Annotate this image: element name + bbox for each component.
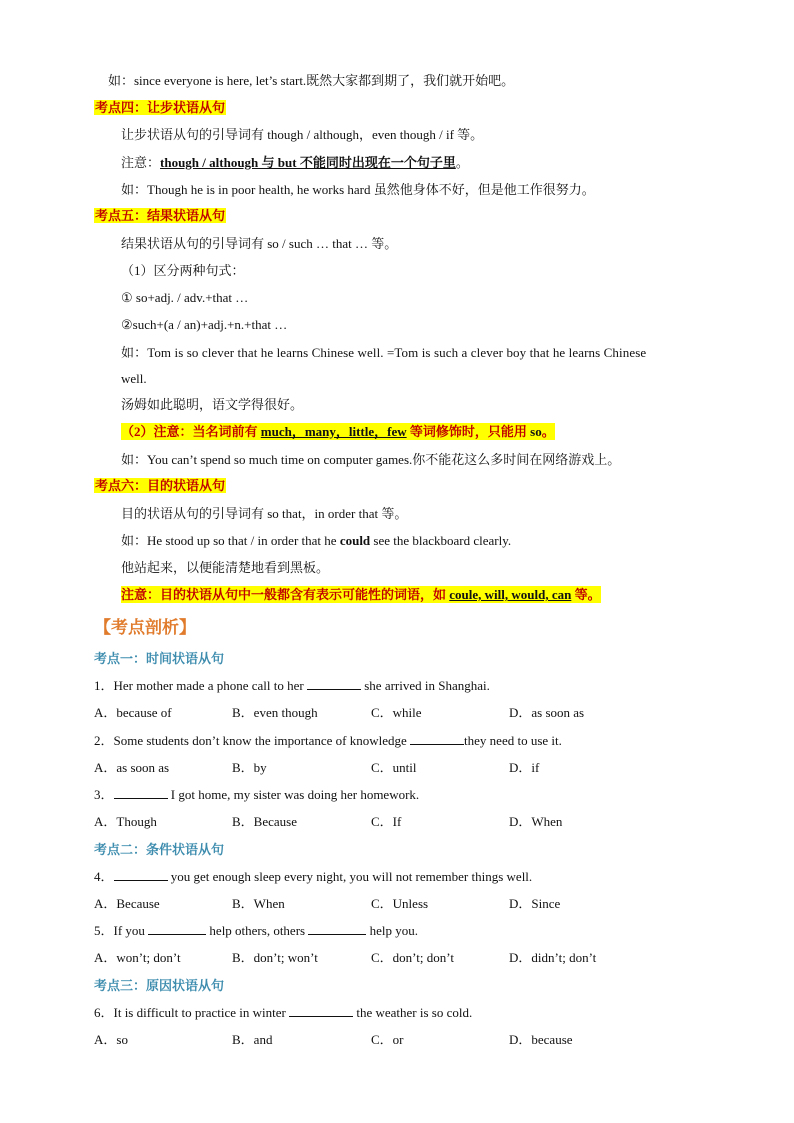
q3-pre: 3． bbox=[94, 787, 114, 802]
q2-option-b[interactable]: B．by bbox=[232, 760, 267, 775]
q5-mid: help others, others bbox=[206, 923, 309, 938]
q2-post: they need to use it. bbox=[464, 733, 562, 748]
q2-pre: 2．Some students don’t know the importance of knowledge bbox=[94, 733, 411, 748]
example-since: 如：since everyone is here, let’s start.既然大家都到期了，我们就开始吧。 bbox=[108, 73, 515, 88]
q4-option-b[interactable]: B．When bbox=[232, 896, 285, 911]
note2-e: 。 bbox=[541, 424, 555, 439]
q5-option-b[interactable]: B．don’t; won’t bbox=[232, 950, 318, 965]
note3-words: coule, will, would, can bbox=[449, 587, 572, 602]
q6-option-a[interactable]: A．so bbox=[94, 1032, 128, 1047]
kp5-translation: 汤姆如此聪明，语文学得很好。 bbox=[121, 397, 304, 412]
q3-blank[interactable] bbox=[114, 786, 168, 799]
q2-option-d[interactable]: D．if bbox=[509, 760, 540, 775]
kp6-translation: 他站起来，以便能清楚地看到黑板。 bbox=[121, 560, 330, 575]
subhead-2 bbox=[94, 841, 224, 860]
kp4-note bbox=[121, 154, 469, 172]
q1-blank[interactable] bbox=[307, 677, 361, 690]
q1-option-a[interactable]: A．because of bbox=[94, 705, 172, 720]
subhead-1-label: 考点一：时间状语从句 bbox=[94, 652, 225, 667]
q2-option-a[interactable]: A．as soon as bbox=[94, 760, 170, 775]
kp5-note-highlight bbox=[121, 423, 555, 440]
question-6 bbox=[94, 1004, 472, 1022]
question-3 bbox=[94, 786, 419, 804]
note-end: 。 bbox=[455, 155, 469, 170]
q2-option-c[interactable]: C．until bbox=[371, 760, 417, 775]
subhead-3 bbox=[94, 977, 224, 996]
note3-a: 注意：目的状语从句中一般都含有表示可能性的词语，如 bbox=[121, 587, 450, 602]
q1-option-c[interactable]: C．while bbox=[371, 705, 422, 720]
note-prefix: 注意： bbox=[121, 155, 161, 170]
q1-option-b[interactable]: B．even though bbox=[232, 705, 318, 720]
q6-blank[interactable] bbox=[289, 1004, 353, 1017]
q3-option-b[interactable]: B．Because bbox=[232, 814, 297, 829]
q5-pre: 5．If you bbox=[94, 923, 149, 938]
q6-option-b[interactable]: B．and bbox=[232, 1032, 273, 1047]
q3-post: I got home, my sister was doing her homework. bbox=[167, 787, 420, 802]
q1-option-d[interactable]: D．as soon as bbox=[509, 705, 585, 720]
kp4-label: 考点四：让步状语从句 bbox=[95, 100, 226, 115]
kp5-title bbox=[94, 207, 226, 225]
kp6-note bbox=[121, 586, 601, 604]
kp6-note-highlight bbox=[121, 586, 601, 603]
q4-pre: 4． bbox=[94, 869, 114, 884]
q1-post: she arrived in Shanghai. bbox=[360, 678, 490, 693]
kp6-example bbox=[121, 532, 511, 550]
kp5-pattern2: ②such+(a / an)+adj.+n.+that … bbox=[121, 317, 288, 332]
question-4 bbox=[94, 868, 532, 886]
question-2 bbox=[94, 732, 562, 750]
q5-blank-1[interactable] bbox=[148, 922, 206, 935]
q5-option-c[interactable]: C．don’t; don’t bbox=[371, 950, 454, 965]
kp5-point1: （1）区分两种句式： bbox=[121, 263, 245, 278]
kp5-example: 如：Tom is so clever that he learns Chinese well. =Tom is such a clever boy that he learns Chinese bbox=[121, 345, 647, 360]
subhead-3-label: 考点三：原因状语从句 bbox=[94, 979, 225, 994]
section-title: 【考点剖析】 bbox=[94, 618, 196, 638]
q5-option-a[interactable]: A．won’t; don’t bbox=[94, 950, 181, 965]
q6-pre: 6．It is difficult to practice in winter bbox=[94, 1005, 290, 1020]
q5-option-d[interactable]: D．didn’t; don’t bbox=[509, 950, 597, 965]
kp6-intro: 目的状语从句的引导词有 so that，in order that 等。 bbox=[121, 506, 408, 521]
q4-option-c[interactable]: C．Unless bbox=[371, 896, 429, 911]
kp5-pattern1: ① so+adj. / adv.+that … bbox=[121, 290, 249, 305]
q3-option-c[interactable]: C．If bbox=[371, 814, 402, 829]
ex6-a: 如：He stood up so that / in order that he bbox=[121, 533, 340, 548]
note3-c: 等。 bbox=[571, 587, 601, 602]
subhead-1 bbox=[94, 650, 224, 669]
q3-option-a[interactable]: A．Though bbox=[94, 814, 157, 829]
ex6-could: could bbox=[339, 533, 371, 548]
subhead-2-label: 考点二：条件状语从句 bbox=[94, 843, 225, 858]
note-emphasis: though / although 与 but 不能同时出现在一个句子里 bbox=[160, 155, 456, 170]
q4-blank[interactable] bbox=[114, 868, 168, 881]
note2-so: so bbox=[530, 424, 542, 439]
question-1 bbox=[94, 677, 490, 695]
q6-post: the weather is so cold. bbox=[353, 1005, 473, 1020]
kp6-label: 考点六：目的状语从句 bbox=[95, 478, 226, 493]
question-5 bbox=[94, 922, 418, 940]
q5-post: help you. bbox=[366, 923, 418, 938]
kp5-example2: 如：You can’t spend so much time on computer games.你不能花这么多时间在网络游戏上。 bbox=[121, 452, 621, 467]
q4-option-a[interactable]: A．Because bbox=[94, 896, 160, 911]
kp5-intro: 结果状语从句的引导词有 so / such … that … 等。 bbox=[121, 236, 398, 251]
note2-c: 等词修饰时，只能用 bbox=[406, 424, 531, 439]
q6-option-c[interactable]: C．or bbox=[371, 1032, 404, 1047]
q4-option-d[interactable]: D．Since bbox=[509, 896, 561, 911]
note2-a: （2）注意：当名词前有 bbox=[121, 424, 261, 439]
kp5-note bbox=[121, 423, 555, 441]
kp6-title bbox=[94, 477, 226, 495]
ex6-c: see the blackboard clearly. bbox=[370, 533, 512, 548]
kp4-intro: 让步状语从句的引导词有 though / although，even though / if 等。 bbox=[121, 127, 484, 142]
q5-blank-2[interactable] bbox=[308, 922, 366, 935]
q2-blank[interactable] bbox=[410, 732, 464, 745]
kp4-example: 如：Though he is in poor health, he works hard 虽然他身体不好，但是他工作很努力。 bbox=[121, 182, 595, 197]
kp4-title bbox=[94, 99, 226, 117]
note2-words: much，many，little，few bbox=[260, 424, 407, 439]
kp5-label: 考点五：结果状语从句 bbox=[95, 208, 226, 223]
q4-post: you get enough sleep every night, you will not remember things well. bbox=[167, 869, 533, 884]
q1-pre: 1．Her mother made a phone call to her bbox=[94, 678, 307, 693]
kp5-example-cont: well. bbox=[121, 371, 147, 386]
q3-option-d[interactable]: D．When bbox=[509, 814, 563, 829]
q6-option-d[interactable]: D．because bbox=[509, 1032, 573, 1047]
